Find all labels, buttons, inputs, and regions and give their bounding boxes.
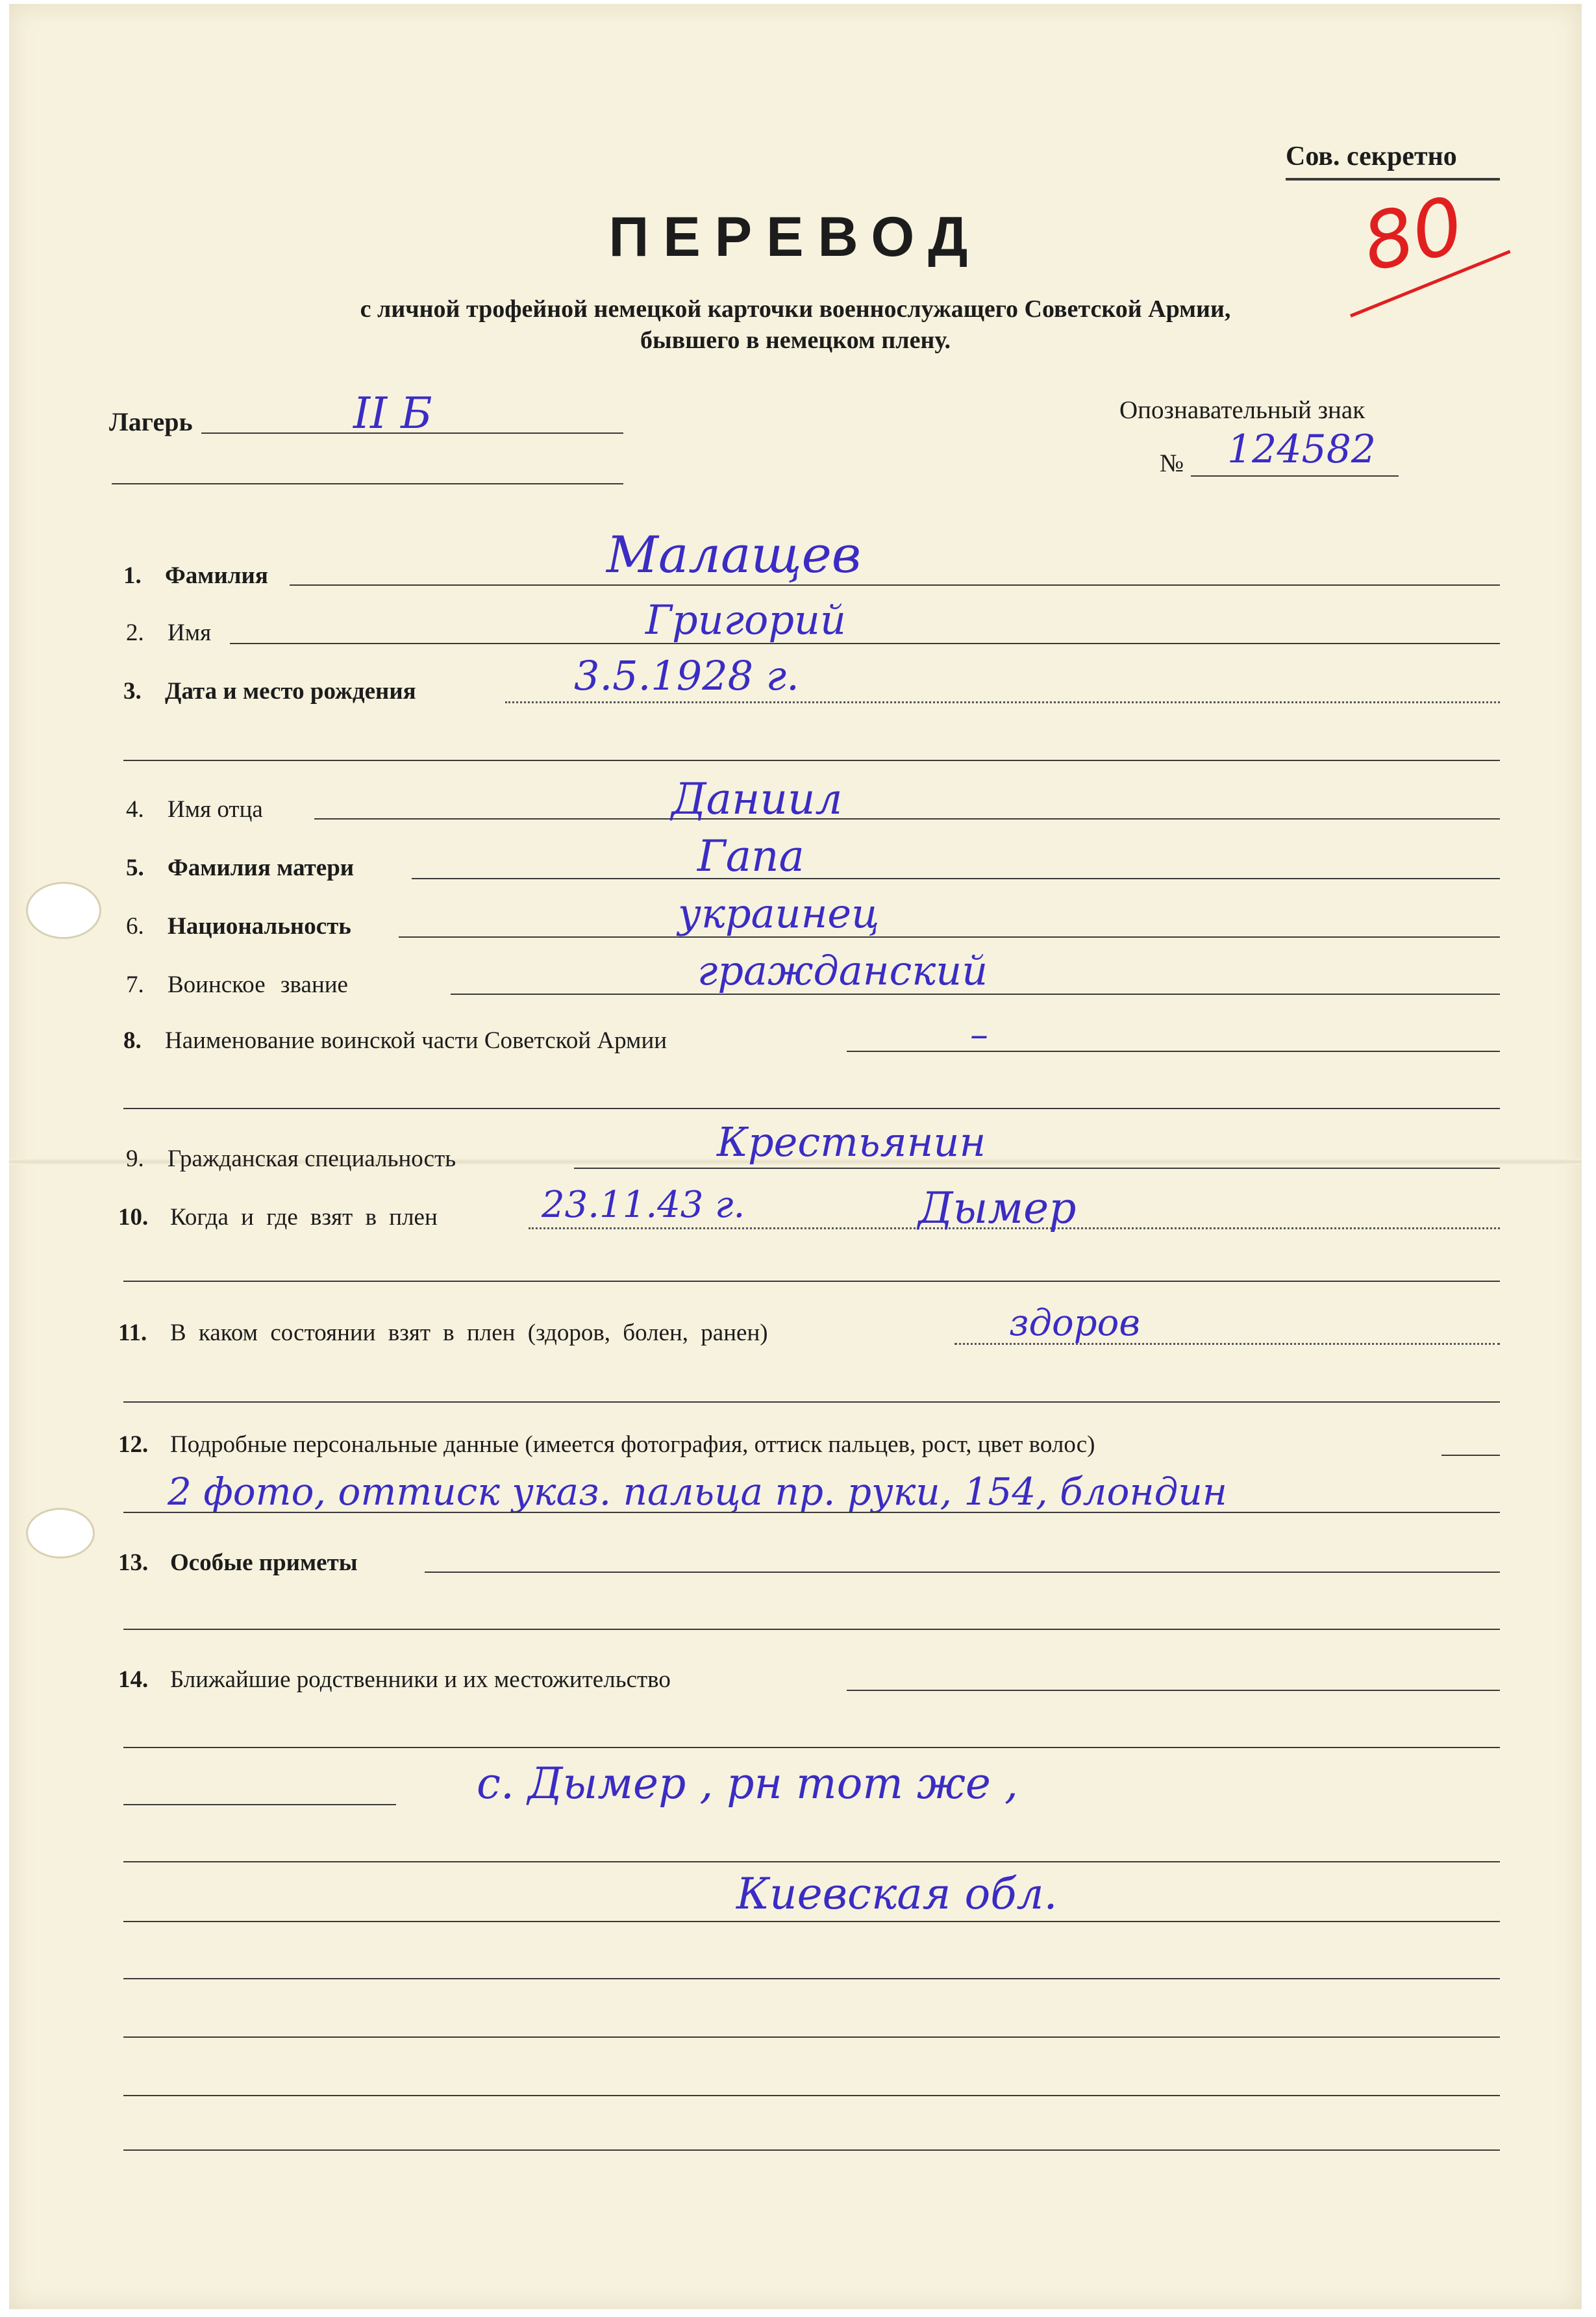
field-13-label: Особые приметы bbox=[170, 1549, 358, 1576]
field-14-value-2: Киевская обл. bbox=[736, 1869, 1058, 1919]
field-3-line bbox=[505, 701, 1500, 703]
field-3-line-2 bbox=[123, 760, 1500, 761]
field-6-line bbox=[399, 936, 1500, 938]
id-number-sign: № bbox=[1160, 449, 1184, 477]
camp-label: Лагерь bbox=[109, 407, 193, 436]
camp-line-2 bbox=[112, 483, 623, 484]
field-14-line-9 bbox=[123, 2149, 1500, 2151]
field-5-number: 5. bbox=[126, 855, 144, 881]
field-14-line-6 bbox=[123, 1978, 1500, 1979]
classification-underline bbox=[1286, 178, 1500, 181]
classification-stamp: Сов. секретно bbox=[1286, 142, 1457, 171]
field-6-number: 6. bbox=[126, 913, 144, 940]
field-7-value: гражданский bbox=[697, 947, 988, 994]
field-14-line-7 bbox=[123, 2036, 1500, 2038]
field-2-number: 2. bbox=[126, 620, 144, 646]
field-6-value: украинец bbox=[678, 890, 880, 937]
field-2-line bbox=[230, 643, 1500, 644]
field-2-label: Имя bbox=[168, 620, 212, 646]
field-1-line bbox=[290, 584, 1500, 586]
field-10-line-2 bbox=[123, 1281, 1500, 1282]
field-9-value: Крестьянин bbox=[717, 1118, 986, 1166]
field-3-label: Дата и место рождения bbox=[165, 678, 416, 705]
field-4-line bbox=[314, 818, 1500, 820]
field-13-line bbox=[425, 1572, 1500, 1573]
field-11-number: 11. bbox=[118, 1320, 147, 1346]
field-8-line bbox=[847, 1051, 1500, 1052]
field-14-line-5 bbox=[123, 1921, 1500, 1922]
field-8-value: – bbox=[970, 1014, 988, 1056]
field-9-label: Гражданская специальность bbox=[168, 1146, 456, 1172]
field-1-number: 1. bbox=[123, 562, 142, 589]
field-14-value-1: с. Дымер , рн тот же , bbox=[477, 1759, 1018, 1809]
field-14-line-8 bbox=[123, 2095, 1500, 2096]
subtitle-line1: с личной трофейной немецкой карточки военнослужащего Советской Армии, bbox=[360, 295, 1231, 323]
field-9-line bbox=[574, 1168, 1500, 1169]
field-5-value: Гапа bbox=[697, 831, 804, 881]
field-13-line-2 bbox=[123, 1629, 1500, 1630]
punch-hole-top bbox=[26, 882, 101, 939]
field-14-line-4 bbox=[123, 1861, 1500, 1862]
field-3-number: 3. bbox=[123, 678, 142, 705]
handwritten-number: 80 bbox=[1355, 180, 1471, 290]
field-2-value: Григорий bbox=[645, 596, 846, 644]
field-8-number: 8. bbox=[123, 1027, 142, 1054]
field-12-number: 12. bbox=[118, 1431, 149, 1458]
field-11-label: В каком состоянии взят в плен (здоров, болен, ранен) bbox=[170, 1320, 768, 1346]
field-14-line-2 bbox=[123, 1747, 1500, 1748]
field-10-date: 23.11.43 г. bbox=[542, 1184, 745, 1226]
id-label: Опознавательный знак bbox=[1119, 396, 1365, 424]
field-1-value: Малащев bbox=[606, 526, 862, 584]
id-value: 124582 bbox=[1227, 427, 1377, 472]
field-4-number: 4. bbox=[126, 796, 144, 823]
field-9-number: 9. bbox=[126, 1146, 144, 1172]
field-8-line-2 bbox=[123, 1108, 1500, 1109]
field-14-line bbox=[847, 1690, 1500, 1691]
field-3-value: 3.5.1928 г. bbox=[574, 652, 799, 699]
field-1-label: Фамилия bbox=[165, 562, 268, 589]
field-12-line bbox=[1441, 1455, 1500, 1456]
field-13-number: 13. bbox=[118, 1549, 149, 1576]
subtitle-line2: бывшего в немецком плену. bbox=[640, 327, 951, 354]
camp-value: II Б bbox=[353, 388, 432, 438]
field-5-label: Фамилия матери bbox=[168, 855, 355, 881]
field-11-value: здоров bbox=[1009, 1302, 1140, 1344]
field-4-label: Имя отца bbox=[168, 796, 263, 823]
field-10-number: 10. bbox=[118, 1204, 149, 1231]
punch-hole-bottom bbox=[26, 1508, 95, 1559]
id-line bbox=[1191, 475, 1399, 477]
field-14-line-3a bbox=[123, 1804, 396, 1805]
document-sheet bbox=[9, 4, 1582, 2309]
field-12-label: Подробные персональные данные (имеется фотография, оттиск пальцев, рост, цвет волос) bbox=[170, 1431, 1095, 1458]
field-11-line-2 bbox=[123, 1401, 1500, 1403]
field-14-number: 14. bbox=[118, 1666, 149, 1693]
field-7-number: 7. bbox=[126, 971, 144, 998]
field-10-place: Дымер bbox=[918, 1183, 1077, 1233]
field-12-value: 2 фото, оттиск указ. пальца пр. руки, 154, блондин bbox=[168, 1470, 1227, 1514]
field-7-label: Воинское звание bbox=[168, 971, 348, 998]
field-8-label: Наименование воинской части Советской Армии bbox=[165, 1027, 667, 1054]
field-5-line bbox=[412, 878, 1500, 879]
page-title: ПЕРЕВОД bbox=[608, 206, 982, 268]
field-4-value: Даниил bbox=[671, 774, 843, 824]
field-10-label: Когда и где взят в плен bbox=[170, 1204, 438, 1231]
field-12-line-2 bbox=[123, 1512, 1500, 1513]
field-6-label: Национальность bbox=[168, 913, 351, 940]
field-14-label: Ближайшие родственники и их местожительство bbox=[170, 1666, 671, 1693]
